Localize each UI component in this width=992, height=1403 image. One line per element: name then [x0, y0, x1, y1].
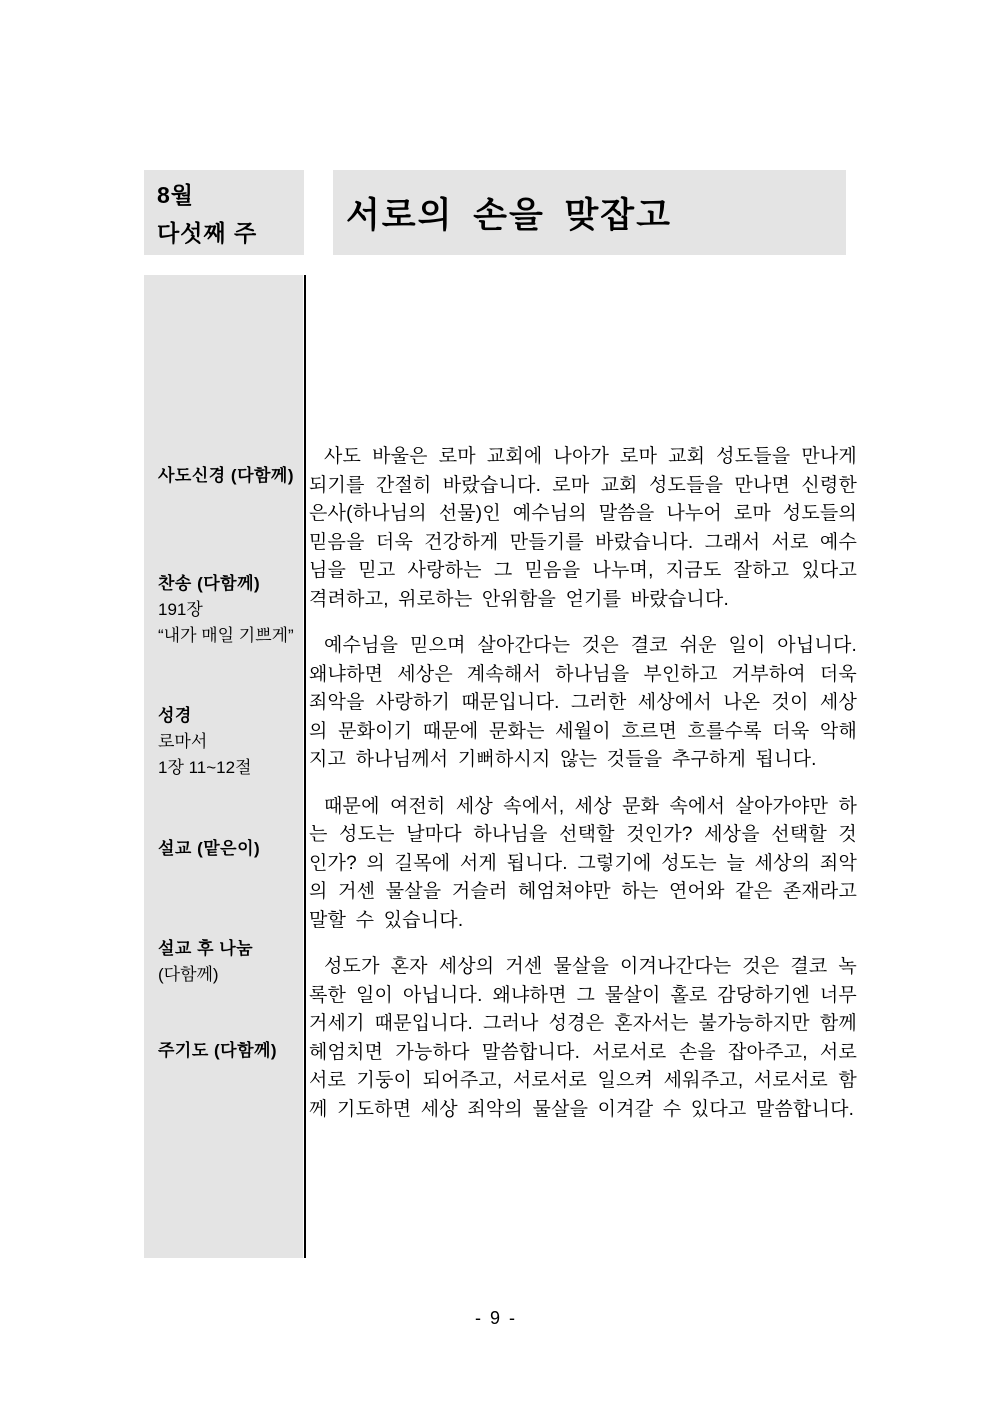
worship-item-lords-prayer [158, 1038, 277, 1064]
worship-item-sermon [158, 836, 260, 862]
worship-item-label: 주기도 (다함께) [158, 1041, 278, 1060]
sermon-paragraph: 성도가 혼자 세상의 거센 물살을 이겨나간다는 것은 결코 녹록한 일이 아닙니다. 왜냐하면 그 물살이 홀로 감당하기엔 너무 거세기 때문입니다. 그러나 성경은 혼자서는 불가능하지만 함께 헤엄치면 가능하다 말씀합니다. 서로서로 손을 잡아주고, 서로서로 기둥이 되어주고, 서로서로 일으켜 세워주고, 서로서로 함께 기도하면 세상 죄악의 물살을 이겨갈 수 있다고 말씀합니다. [309, 956, 857, 1120]
title-box [333, 170, 846, 255]
worship-item-detail: 1장 11~12절 [158, 758, 252, 777]
worship-item-scripture [158, 703, 252, 781]
worship-item-label: 사도신경 (다함께) [158, 466, 294, 485]
week-header-box [144, 170, 304, 255]
worship-item-detail: (다함께) [158, 965, 219, 984]
week-month: 8월 [157, 182, 195, 208]
worship-item-detail: 191장 [158, 600, 203, 619]
worship-item-label: 설교 후 나눔 [158, 939, 254, 958]
worship-item-label: 성경 [158, 706, 192, 725]
week-name: 다섯째 주 [157, 220, 258, 246]
worship-item-detail: 로마서 [158, 732, 208, 751]
worship-item-sharing [158, 936, 253, 988]
page-title: 서로의 손을 맞잡고 [346, 195, 672, 235]
sermon-paragraph: 사도 바울은 로마 교회에 나아가 로마 교회 성도들을 만나게 되기를 간절히 바랐습니다. 로마 교회 성도들을 만나면 신령한 은사(하나님의 선물)인 예수님의 말씀을 나누어 로마 성도들의 믿음을 더욱 건강하게 만들기를 바랐습니다. 그래서 서로 예수님을 믿고 사랑하는 그 믿음을 나누며, 지금도 잘하고 있다고 격려하고, 위로하는 안위함을 얻기를 바랐습니다. [309, 446, 857, 610]
sermon-paragraph: 때문에 여전히 세상 속에서, 세상 문화 속에서 살아가야만 하는 성도는 날마다 하나님을 선택할 것인가? 세상을 선택할 것인가? 의 길목에 서게 됩니다. 그렇기에 성도는 늘 세상의 죄악의 거센 물살을 거슬러 헤엄쳐야만 하는 연어와 같은 존재라고 말할 수 있습니다. [309, 795, 857, 931]
sermon-body [309, 443, 857, 1142]
worship-item-hymn [158, 571, 294, 649]
worship-item-apostles-creed [158, 463, 294, 489]
sidebar-divider-rule [304, 275, 306, 1258]
page-number: - 9 - [474, 1308, 517, 1328]
worship-order-sidebar [144, 275, 303, 1258]
worship-item-detail: “내가 매일 기쁘게” [158, 626, 294, 645]
sermon-paragraph: 예수님을 믿으며 살아간다는 것은 결코 쉬운 일이 아닙니다. 왜냐하면 세상은 계속해서 하나님을 부인하고 거부하여 더욱 죄악을 사랑하기 때문입니다. 그러한 세상에서 나온 것이 세상의 문화이기 때문에 문화는 세월이 흐르면 흐를수록 더욱 악해지고 하나님께서 기뻐하시지 않는 것들을 추구하게 됩니다. [309, 635, 857, 770]
worship-item-label: 설교 (맡은이) [158, 839, 261, 858]
worship-item-label: 찬송 (다함께) [158, 574, 261, 593]
